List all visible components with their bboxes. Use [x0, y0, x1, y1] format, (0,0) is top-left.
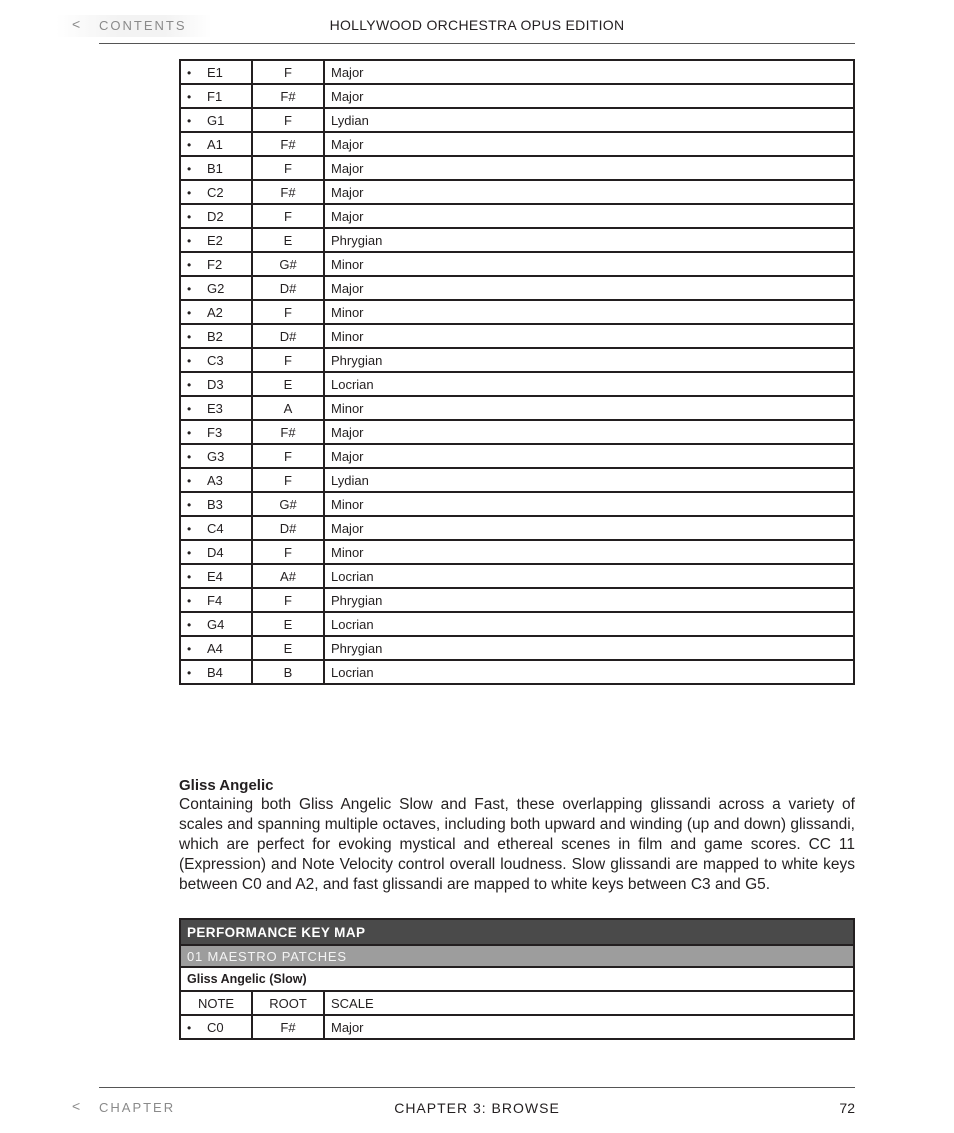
root-cell: F	[252, 156, 324, 180]
table-row	[180, 564, 854, 588]
note-value: A4	[207, 640, 223, 656]
bullet-icon: •	[187, 545, 192, 560]
note-value: D2	[207, 208, 224, 224]
table-row	[180, 156, 854, 180]
column-header-row	[180, 991, 854, 1015]
scale-cell: Phrygian	[324, 588, 854, 612]
root-cell: F#	[252, 132, 324, 156]
table-row	[180, 444, 854, 468]
note-value: B3	[207, 496, 223, 512]
scale-cell: Phrygian	[324, 228, 854, 252]
bullet-icon: •	[187, 209, 192, 224]
root-cell: F	[252, 108, 324, 132]
note-value: F4	[207, 592, 223, 608]
chevron-left-icon: <	[72, 1098, 81, 1114]
contents-link[interactable]	[56, 15, 212, 37]
note-cell	[180, 276, 252, 300]
bullet-icon: •	[187, 185, 192, 200]
note-value: G4	[207, 616, 225, 632]
note-value: D3	[207, 376, 224, 392]
note-value: F3	[207, 424, 223, 440]
bullet-icon: •	[187, 305, 192, 320]
table-row	[180, 204, 854, 228]
table-row	[180, 228, 854, 252]
root-cell: F	[252, 300, 324, 324]
note-cell	[180, 540, 252, 564]
root-cell: F	[252, 588, 324, 612]
key-map-table	[179, 59, 855, 685]
scale-cell: Minor	[324, 324, 854, 348]
scale-cell: Major	[324, 60, 854, 84]
note-cell	[180, 396, 252, 420]
note-cell	[180, 660, 252, 684]
scale-cell: Major	[324, 84, 854, 108]
root-cell: D#	[252, 276, 324, 300]
note-value: C4	[207, 520, 224, 536]
table-row	[180, 300, 854, 324]
note-cell	[180, 444, 252, 468]
scale-cell: Locrian	[324, 612, 854, 636]
note-cell	[180, 588, 252, 612]
scale-cell: Minor	[324, 492, 854, 516]
table-title: PERFORMANCE KEY MAP	[180, 919, 854, 945]
table-row	[180, 276, 854, 300]
chapter-link[interactable]	[56, 1097, 212, 1119]
note-cell	[180, 132, 252, 156]
scale-cell: Locrian	[324, 660, 854, 684]
table-row	[180, 396, 854, 420]
root-cell: F	[252, 444, 324, 468]
bullet-icon: •	[187, 89, 192, 104]
table-row	[180, 84, 854, 108]
patch-group-row	[180, 945, 854, 967]
bullet-icon: •	[187, 425, 192, 440]
scale-cell: Minor	[324, 540, 854, 564]
note-cell	[180, 300, 252, 324]
root-cell: F#	[252, 180, 324, 204]
bullet-icon: •	[187, 377, 192, 392]
table-row	[180, 108, 854, 132]
table-row	[180, 324, 854, 348]
note-cell	[180, 180, 252, 204]
note-value: A3	[207, 472, 223, 488]
note-value: G1	[207, 112, 225, 128]
root-cell: F#	[252, 1015, 324, 1039]
note-cell	[180, 420, 252, 444]
table-row	[180, 636, 854, 660]
note-cell	[180, 252, 252, 276]
table-row	[180, 372, 854, 396]
table-row	[180, 516, 854, 540]
note-value: D4	[207, 544, 224, 560]
scale-cell: Major	[324, 132, 854, 156]
note-cell	[180, 564, 252, 588]
table-row	[180, 180, 854, 204]
note-value: E3	[207, 400, 223, 416]
note-cell	[180, 372, 252, 396]
patch-name: Gliss Angelic (Slow)	[180, 967, 854, 991]
bullet-icon: •	[187, 473, 192, 488]
scale-cell: Minor	[324, 396, 854, 420]
table-row	[180, 468, 854, 492]
bullet-icon: •	[187, 233, 192, 248]
note-value: F1	[207, 88, 223, 104]
chevron-left-icon: <	[72, 16, 81, 32]
scale-cell: Phrygian	[324, 636, 854, 660]
document-title: HOLLYWOOD ORCHESTRA OPUS EDITION	[329, 17, 625, 33]
note-cell	[180, 156, 252, 180]
bullet-icon: •	[187, 1020, 192, 1035]
root-cell: F	[252, 468, 324, 492]
column-header-root: ROOT	[252, 991, 324, 1015]
table-row	[180, 420, 854, 444]
root-cell: A#	[252, 564, 324, 588]
performance-key-map-table	[179, 918, 855, 1040]
scale-cell: Locrian	[324, 564, 854, 588]
bullet-icon: •	[187, 641, 192, 656]
note-cell	[180, 84, 252, 108]
table-row	[180, 660, 854, 684]
note-cell	[180, 348, 252, 372]
scale-cell: Major	[324, 180, 854, 204]
note-value: E4	[207, 568, 223, 584]
note-value: B2	[207, 328, 223, 344]
root-cell: D#	[252, 516, 324, 540]
note-value: E1	[207, 64, 223, 80]
scale-cell: Major	[324, 204, 854, 228]
section-heading: Gliss Angelic	[179, 777, 274, 794]
patch-name-row	[180, 967, 854, 991]
bullet-icon: •	[187, 65, 192, 80]
bullet-icon: •	[187, 137, 192, 152]
bullet-icon: •	[187, 353, 192, 368]
table-row	[180, 540, 854, 564]
root-cell: D#	[252, 324, 324, 348]
note-cell	[180, 204, 252, 228]
root-cell: B	[252, 660, 324, 684]
root-cell: G#	[252, 492, 324, 516]
root-cell: E	[252, 636, 324, 660]
table-row	[180, 252, 854, 276]
table-row	[180, 612, 854, 636]
column-header-note: NOTE	[180, 991, 252, 1015]
section-paragraph: Containing both Gliss Angelic Slow and Fast, these overlapping glissandi across a variety of scales and spanning multiple octaves, including both upward and winding (up and down) glissandi, which are perfect for evoking mystical and ethereal scenes in film and game scores. CC 11 (Expression) and Note Velocity control overall loudness. Slow glissandi are mapped to white keys between C0 and A2, and fast glissandi are mapped to white keys between C3 and G5.	[179, 796, 855, 893]
note-cell	[180, 468, 252, 492]
scale-cell: Minor	[324, 300, 854, 324]
note-cell	[180, 108, 252, 132]
bullet-icon: •	[187, 257, 192, 272]
scale-cell: Locrian	[324, 372, 854, 396]
page-header	[0, 0, 954, 44]
note-value: G2	[207, 280, 225, 296]
column-header-scale: SCALE	[324, 991, 854, 1015]
page-number: 72	[839, 1100, 855, 1116]
chapter-label: CHAPTER	[99, 1100, 176, 1115]
scale-cell: Major	[324, 1015, 854, 1039]
key-map-table-body	[180, 60, 854, 684]
root-cell: F	[252, 348, 324, 372]
scale-cell: Major	[324, 276, 854, 300]
root-cell: E	[252, 372, 324, 396]
note-cell	[180, 228, 252, 252]
note-cell	[180, 492, 252, 516]
patch-group-label: 01 MAESTRO PATCHES	[180, 945, 854, 967]
table-row	[180, 588, 854, 612]
root-cell: F	[252, 204, 324, 228]
note-cell	[180, 1015, 252, 1039]
note-value: A2	[207, 304, 223, 320]
root-cell: E	[252, 612, 324, 636]
scale-cell: Phrygian	[324, 348, 854, 372]
contents-label: CONTENTS	[99, 18, 187, 33]
performance-table-body	[180, 1015, 854, 1039]
root-cell: F#	[252, 84, 324, 108]
bullet-icon: •	[187, 569, 192, 584]
bullet-icon: •	[187, 521, 192, 536]
root-cell: F	[252, 60, 324, 84]
note-value: C0	[207, 1019, 224, 1035]
root-cell: F	[252, 540, 324, 564]
table-row	[180, 492, 854, 516]
bullet-icon: •	[187, 593, 192, 608]
root-cell: E	[252, 228, 324, 252]
note-cell	[180, 516, 252, 540]
note-value: A1	[207, 136, 223, 152]
bullet-icon: •	[187, 497, 192, 512]
bullet-icon: •	[187, 665, 192, 680]
bullet-icon: •	[187, 617, 192, 632]
bullet-icon: •	[187, 281, 192, 296]
note-cell	[180, 636, 252, 660]
bullet-icon: •	[187, 161, 192, 176]
footer-divider	[99, 1087, 855, 1088]
note-cell	[180, 612, 252, 636]
note-cell	[180, 324, 252, 348]
bullet-icon: •	[187, 113, 192, 128]
scale-cell: Lydian	[324, 468, 854, 492]
bullet-icon: •	[187, 329, 192, 344]
root-cell: A	[252, 396, 324, 420]
root-cell: G#	[252, 252, 324, 276]
table-row	[180, 1015, 854, 1039]
bullet-icon: •	[187, 401, 192, 416]
table-row	[180, 348, 854, 372]
scale-cell: Minor	[324, 252, 854, 276]
note-value: B4	[207, 664, 223, 680]
note-value: G3	[207, 448, 225, 464]
root-cell: F#	[252, 420, 324, 444]
scale-cell: Lydian	[324, 108, 854, 132]
chapter-title: CHAPTER 3: BROWSE	[394, 1100, 560, 1116]
header-divider	[99, 43, 855, 44]
bullet-icon: •	[187, 449, 192, 464]
scale-cell: Major	[324, 156, 854, 180]
note-value: E2	[207, 232, 223, 248]
note-cell	[180, 60, 252, 84]
table-row	[180, 132, 854, 156]
scale-cell: Major	[324, 444, 854, 468]
scale-cell: Major	[324, 420, 854, 444]
note-value: C3	[207, 352, 224, 368]
note-value: B1	[207, 160, 223, 176]
note-value: C2	[207, 184, 224, 200]
table-title-row	[180, 919, 854, 945]
note-value: F2	[207, 256, 223, 272]
scale-cell: Major	[324, 516, 854, 540]
table-row	[180, 60, 854, 84]
